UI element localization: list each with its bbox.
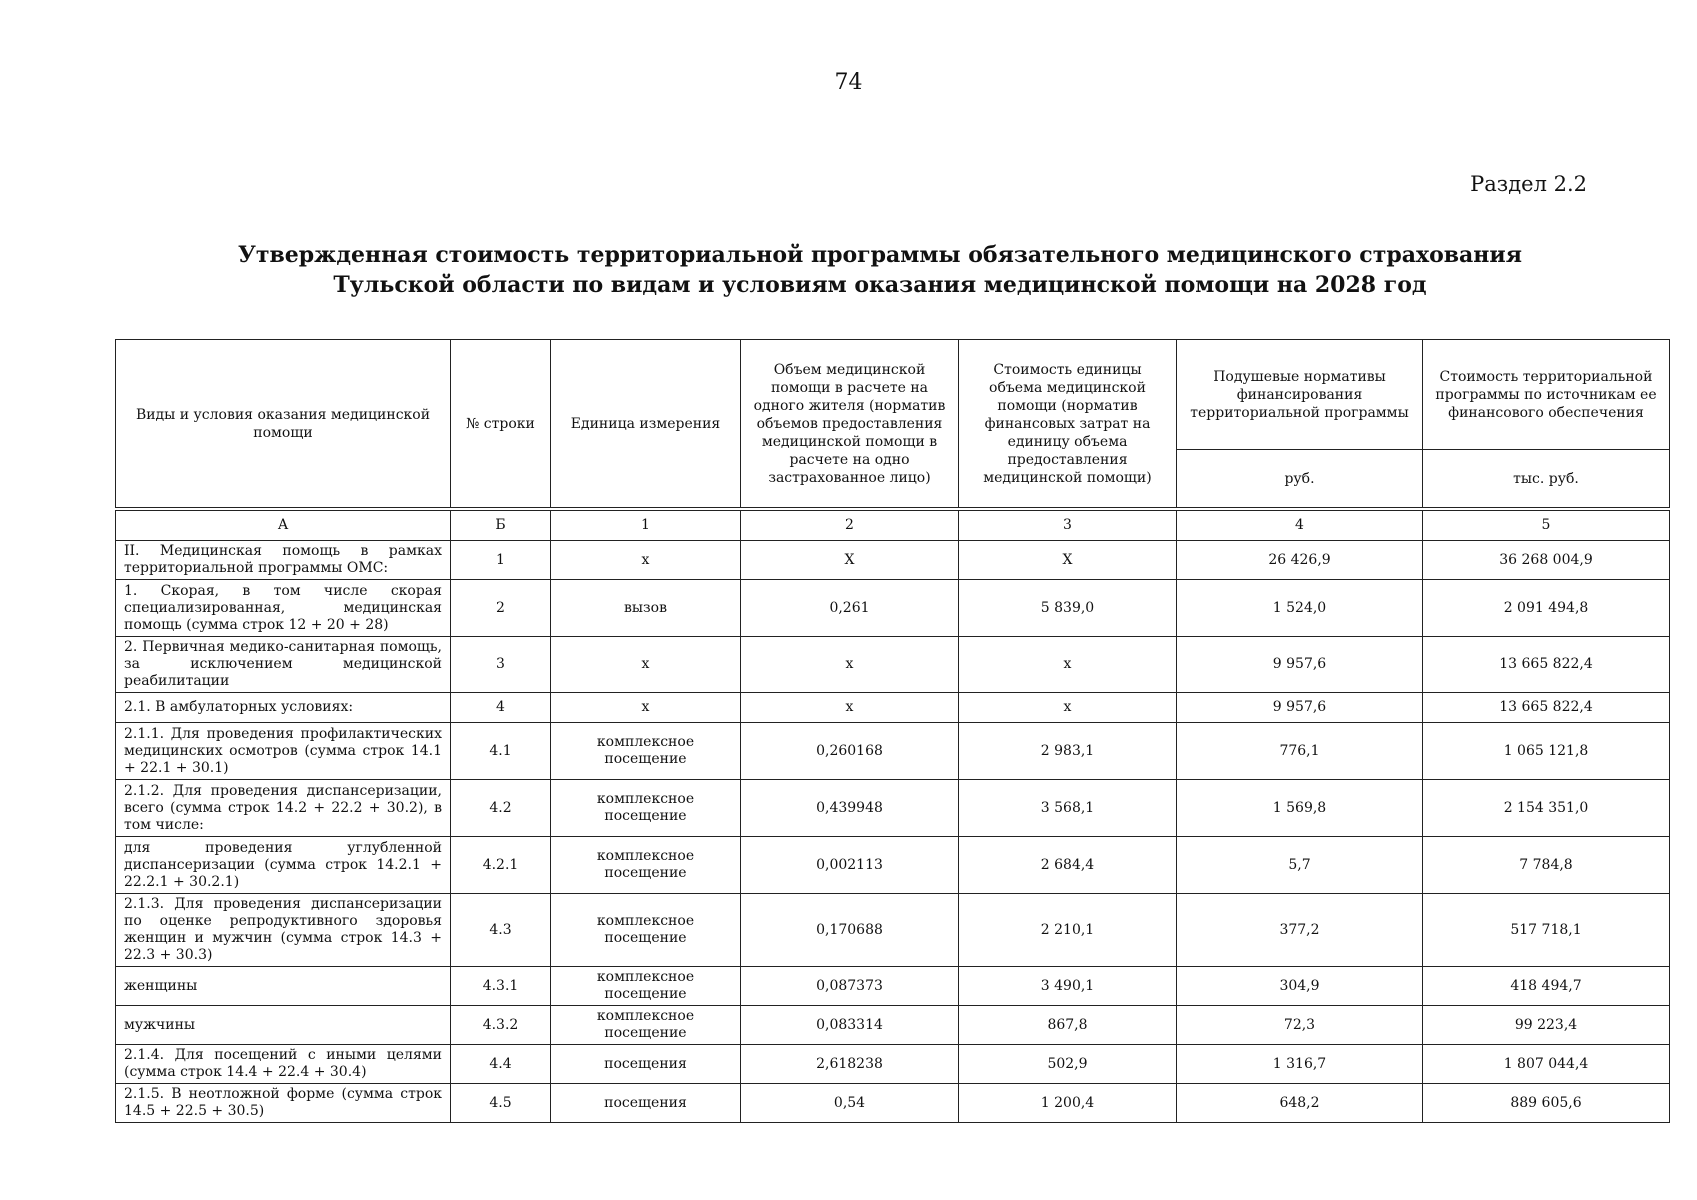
cell-kind: 2.1.4. Для посещений с иными целями (сумма строк 14.4 + 22.4 + 30.4) [116,1045,451,1084]
cell-row-no: 4.2 [451,780,551,837]
table-row [116,894,1670,967]
cell-row-no: 3 [451,637,551,693]
document-title [0,240,1697,300]
cell-row-no: 4.5 [451,1084,551,1123]
cell-unit: посещения [551,1084,741,1123]
header-unit: Единица измерения [551,340,741,508]
cell-unit: посещения [551,1045,741,1084]
cell-row-no: 4.2.1 [451,837,551,894]
cell-volume: 0,170688 [741,894,959,967]
cell-kind: мужчины [116,1006,451,1045]
cell-cost-unit: 2 684,4 [959,837,1177,894]
cell-program-cost: 13 665 822,4 [1423,637,1670,693]
cell-program-cost: 418 494,7 [1423,967,1670,1006]
cell-per-capita: 1 569,8 [1177,780,1423,837]
header-program-cost-unit: тыс. руб. [1423,450,1670,508]
cell-kind: женщины [116,967,451,1006]
cell-unit: комплексное посещение [551,837,741,894]
cell-unit: х [551,693,741,723]
cell-program-cost: 36 268 004,9 [1423,541,1670,580]
cell-program-cost: 1 807 044,4 [1423,1045,1670,1084]
table-row [116,780,1670,837]
cell-unit: х [551,637,741,693]
table-body [116,508,1670,1123]
table-row [116,637,1670,693]
section-label: Раздел 2.2 [1470,172,1587,196]
cell-per-capita: 9 957,6 [1177,637,1423,693]
cell-per-capita: 377,2 [1177,894,1423,967]
table-row [116,723,1670,780]
cell-volume: 0,087373 [741,967,959,1006]
table-row [116,837,1670,894]
cell-unit: вызов [551,580,741,637]
cell-volume: 0,083314 [741,1006,959,1045]
cell-kind: 2.1. В амбулаторных условиях: [116,693,451,723]
cell-cost-unit: 2 210,1 [959,894,1177,967]
column-code: 1 [551,511,741,541]
cell-cost-unit: х [959,637,1177,693]
cell-program-cost: 1 065 121,8 [1423,723,1670,780]
cell-per-capita: 9 957,6 [1177,693,1423,723]
header-per-capita-unit: руб. [1177,450,1423,508]
header-program-cost: Стоимость территориальной программы по источникам ее финансового обеспечения [1423,340,1670,450]
header-cost-unit: Стоимость единицы объема медицинской помощи (норматив финансовых затрат на единицу объема предоставления медицинской помощи) [959,340,1177,508]
cell-row-no: 4.3 [451,894,551,967]
column-code: 2 [741,511,959,541]
column-code: 3 [959,511,1177,541]
cell-cost-unit: 1 200,4 [959,1084,1177,1123]
table-row [116,580,1670,637]
title-line-1: Утвержденная стоимость территориальной программы обязательного медицинского страхования [238,242,1522,268]
cell-row-no: 4.4 [451,1045,551,1084]
table-row [116,541,1670,580]
page-number: 74 [834,70,863,95]
table-row [116,1045,1670,1084]
cell-kind: 2. Первичная медико-санитарная помощь, за исключением медицинской реабилитации [116,637,451,693]
cell-program-cost: 889 605,6 [1423,1084,1670,1123]
cell-program-cost: 517 718,1 [1423,894,1670,967]
cell-per-capita: 648,2 [1177,1084,1423,1123]
cell-kind: 2.1.5. В неотложной форме (сумма строк 14.5 + 22.5 + 30.5) [116,1084,451,1123]
cell-volume: 2,618238 [741,1045,959,1084]
cell-unit: х [551,541,741,580]
cell-row-no: 2 [451,580,551,637]
cell-kind: II. Медицинская помощь в рамках территориальной программы ОМС: [116,541,451,580]
cell-volume: х [741,637,959,693]
cell-row-no: 4.3.2 [451,1006,551,1045]
cell-volume: 0,002113 [741,837,959,894]
cell-per-capita: 304,9 [1177,967,1423,1006]
cell-volume: х [741,693,959,723]
cell-cost-unit: 2 983,1 [959,723,1177,780]
cell-row-no: 4.3.1 [451,967,551,1006]
cell-cost-unit: х [959,693,1177,723]
cell-per-capita: 776,1 [1177,723,1423,780]
cell-per-capita: 1 524,0 [1177,580,1423,637]
cell-cost-unit: 3 490,1 [959,967,1177,1006]
cell-volume: Х [741,541,959,580]
cell-kind: 2.1.2. Для проведения диспансеризации, всего (сумма строк 14.2 + 22.2 + 30.2), в том числе: [116,780,451,837]
cell-cost-unit: 867,8 [959,1006,1177,1045]
header-volume: Объем медицинской помощи в расчете на одного жителя (норматив объемов предоставления медицинской помощи в расчете на одно застрахованное лицо) [741,340,959,508]
cell-per-capita: 1 316,7 [1177,1045,1423,1084]
cell-volume: 0,439948 [741,780,959,837]
cell-per-capita: 5,7 [1177,837,1423,894]
table-row [116,967,1670,1006]
cell-volume: 0,260168 [741,723,959,780]
cell-program-cost: 7 784,8 [1423,837,1670,894]
cell-per-capita: 26 426,9 [1177,541,1423,580]
cell-program-cost: 99 223,4 [1423,1006,1670,1045]
cell-row-no: 1 [451,541,551,580]
cost-table [115,339,1670,1123]
column-code: А [116,511,451,541]
cell-cost-unit: 3 568,1 [959,780,1177,837]
cell-unit: комплексное посещение [551,780,741,837]
column-code: 5 [1423,511,1670,541]
cell-unit: комплексное посещение [551,894,741,967]
cell-program-cost: 2 091 494,8 [1423,580,1670,637]
table-row [116,1006,1670,1045]
cell-kind: 2.1.1. Для проведения профилактических медицинских осмотров (сумма строк 14.1 + 22.1 + 30.1) [116,723,451,780]
cell-kind: для проведения углубленной диспансеризации (сумма строк 14.2.1 + 22.2.1 + 30.2.1) [116,837,451,894]
cell-kind: 2.1.3. Для проведения диспансеризации по оценке репродуктивного здоровья женщин и мужчин (сумма строк 14.3 + 22.3 + 30.3) [116,894,451,967]
cell-cost-unit: 502,9 [959,1045,1177,1084]
column-codes-row [116,511,1670,541]
table-row [116,1084,1670,1123]
title-line-2: Тульской области по видам и условиям оказания медицинской помощи на 2028 год [333,272,1427,298]
cell-unit: комплексное посещение [551,723,741,780]
cell-cost-unit: Х [959,541,1177,580]
cell-unit: комплексное посещение [551,1006,741,1045]
cell-cost-unit: 5 839,0 [959,580,1177,637]
header-per-capita: Подушевые нормативы финансирования территориальной программы [1177,340,1423,450]
cell-row-no: 4.1 [451,723,551,780]
cell-kind: 1. Скорая, в том числе скорая специализированная, медицинская помощь (сумма строк 12 + 20 + 28) [116,580,451,637]
cell-volume: 0,261 [741,580,959,637]
cell-row-no: 4 [451,693,551,723]
cell-per-capita: 72,3 [1177,1006,1423,1045]
column-code: 4 [1177,511,1423,541]
cell-program-cost: 2 154 351,0 [1423,780,1670,837]
cell-program-cost: 13 665 822,4 [1423,693,1670,723]
cell-volume: 0,54 [741,1084,959,1123]
header-kind: Виды и условия оказания медицинской помощи [116,340,451,508]
cell-unit: комплексное посещение [551,967,741,1006]
header-row-no: № строки [451,340,551,508]
table-row [116,693,1670,723]
column-code: Б [451,511,551,541]
